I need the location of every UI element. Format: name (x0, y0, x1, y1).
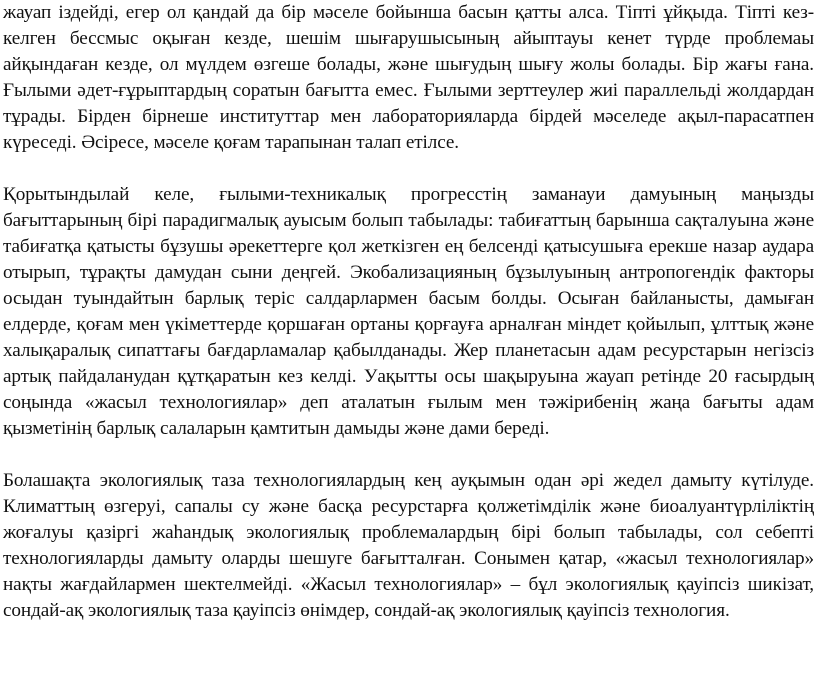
paragraph-3: Болашақта экологиялық таза технологиялардың кең ауқымын одан әрі жедел дамыту күтілуде. Климаттың өзгеруі, сапалы су және басқа ресурстарға қолжетімділік және биоалуантүрліліктің жоғалуы қазіргі жаһандық экологиялық проблемалардың бірі болып табылады, сол себепті технологияларды дамыту оларды шешуге бағытталған. Сонымен қатар, «жасыл технологиялар» нақты жағдайлармен шектелмейді. «Жасыл технологиялар» – бұл экологиялық қауіпсіз шикізат, сондай-ақ экологиялық таза қауіпсіз өнімдер, сондай-ақ экологиялық қауіпсіз технология. (3, 470, 814, 621)
paragraph-2: Қорытындылай келе, ғылыми-техникалық прогресстің заманауи дамуының маңызды бағыттарының бірі парадигмалық ауысым болып табылады: табиғаттың барынша сақталуына және табиғатқа қатысты бұзушы әрекеттерге қол жеткізген ең белсенді қатысушыға ерекше назар аудара отырып, тұрақты дамудан сыни деңгей. Экобализацияның бұзылуының антропогендік факторы осыдан туындайтын барлық теріс салдарлармен басым болды. Осыған байланысты, дамыған елдерде, қоғам мен үкіметтерде қоршаған ортаны қорғауға арналған міндет қойылып, ұлттық және халықаралық сипаттағы бағдарламалар қабылданады. Жер планетасын адам ресурстарын негізсіз артық пайдаланудан құтқаратын кез келді. Уақытты осы шақыруына жауап ретінде 20 ғасырдың соңында «жасыл технологиялар» деп аталатын ғылым мен тәжірибенің жаңа бағыты адам қызметінің барлық салаларын қамтитын дамыды және дами береді. (3, 184, 814, 439)
paragraph-1: жауап іздейді, егер ол қандай да бір мәселе бойынша басын қатты алса. Тіпті ұйқыда. Тіпті кез-келген бессмыс оқыған кезде, шешім шығарушысының айыптауы кенет түрде проблемаы айқындаған кезде, ол мүлдем өзгеше болады, және шығудың шығу жолы болады. Бір жағы ғана. Ғылыми әдет-ғұрыптардың соратын бағытта емес. Ғылыми зерттеулер жиі параллельді жолдардан тұрады. Бірден бірнеше институттар мен лабораторияларда бірдей мәселеде ақыл-парасатпен күреседі. Әсіресе, мәселе қоғам тарапынан талап етілсе. (3, 2, 814, 153)
